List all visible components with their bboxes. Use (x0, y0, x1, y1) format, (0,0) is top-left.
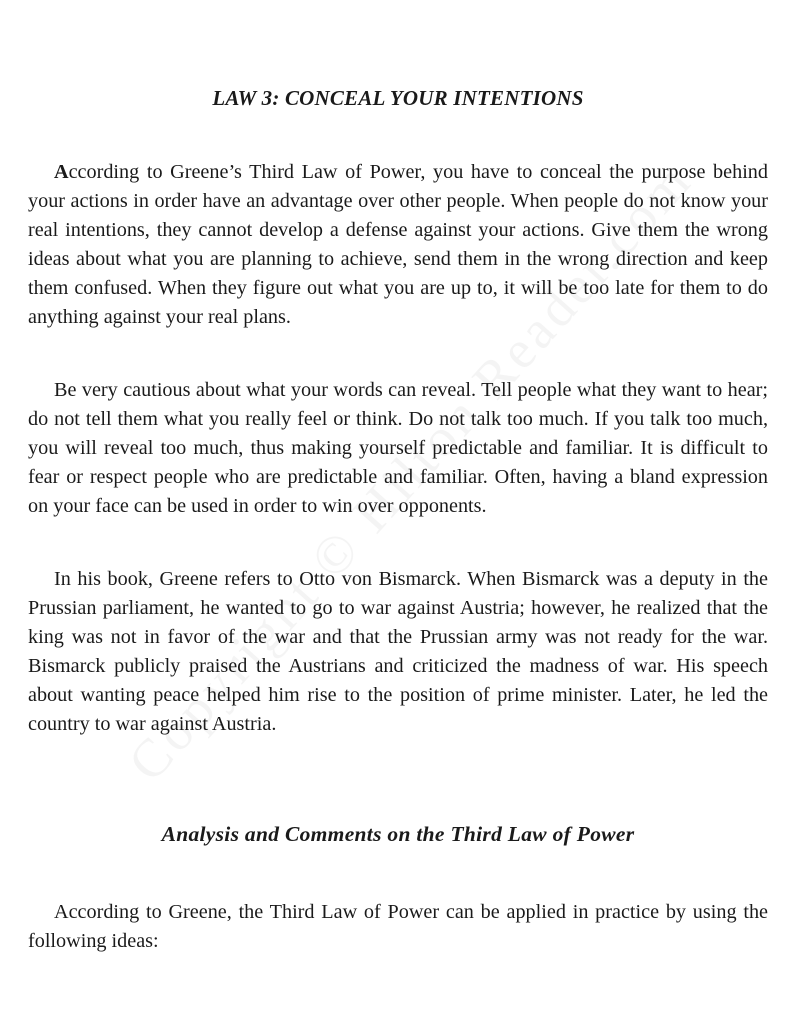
paragraph-caution: Be very cautious about what your words can reveal. Tell people what they want to hear; do not tell them what you really feel or think. Do not talk too much. If you talk too much, you will reveal too much, thus making yourself predictable and familiar. It is difficult to fear or respect people who are predictable and familiar. Often, having a bland expression on your face can be used in order to win over opponents. (28, 379, 768, 518)
paragraph-analysis: According to Greene, the Third Law of Power can be applied in practice by using the following ideas: (28, 901, 768, 953)
paragraph-intro-text: ccording to Greene’s Third Law of Power, you have to conceal the purpose behind your actions in order have an advantage over other people. When people do not know your real intentions, they cannot develop a defense against your actions. Give them the wrong ideas about what you are planning to achieve, send them in the wrong direction and keep them confused. When they figure out what you are up to, it will be too late for them to do anything against your real plans. (28, 161, 768, 329)
drop-letter: A (54, 161, 69, 183)
chapter-title: LAW 3: CONCEAL YOUR INTENTIONS (212, 86, 584, 110)
section-subtitle: Analysis and Comments on the Third Law of Power (161, 822, 635, 846)
paragraph-bismarck: In his book, Greene refers to Otto von Bismarck. When Bismarck was a deputy in the Prussian parliament, he wanted to go to war against Austria; however, he realized that the king was not in favor of the war and that the Prussian army was not ready for the war. Bismarck publicly praised the Austrians and criticized the madness of war. His speech about wanting peace helped him rise to the position of prime minister. Later, he led the country to war against Austria. (28, 568, 768, 736)
paragraph-intro (28, 158, 768, 333)
